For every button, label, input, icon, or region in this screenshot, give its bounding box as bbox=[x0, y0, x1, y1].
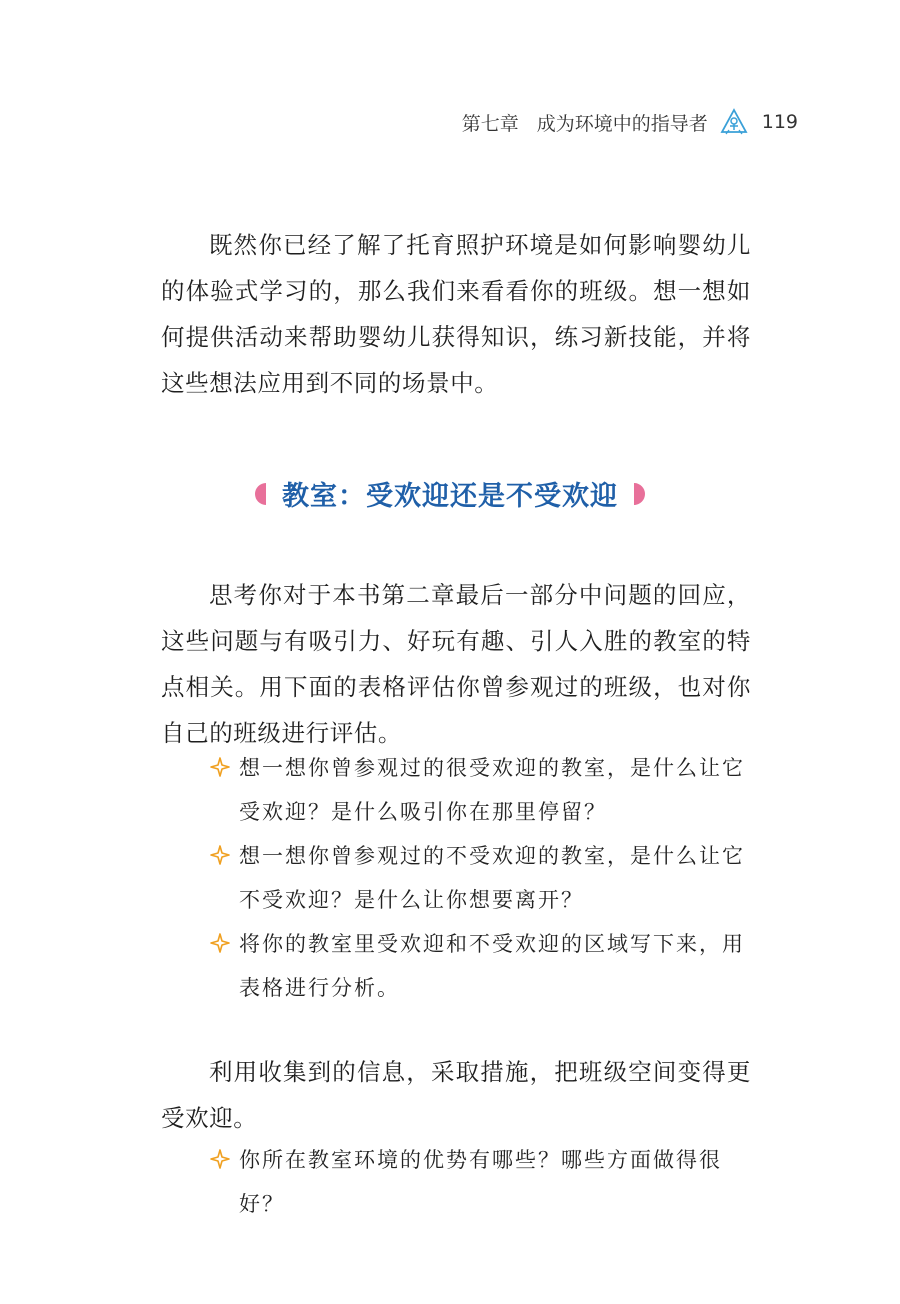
section-heading bbox=[0, 474, 900, 513]
star-bullet-icon bbox=[210, 933, 230, 953]
strengths-list bbox=[210, 1138, 755, 1226]
list-item bbox=[210, 922, 755, 1010]
intro-paragraph: 既然你已经了解了托育照护环境是如何影响婴幼儿的体验式学习的，那么我们来看看你的班级。想一想如何提供活动来帮助婴幼儿获得知识，练习新技能，并将这些想法应用到不同的场景中。 bbox=[161, 231, 751, 397]
running-header bbox=[462, 108, 798, 136]
page-number: 119 bbox=[761, 111, 798, 133]
star-bullet-icon bbox=[210, 757, 230, 777]
list-item-text: 想一想你曾参观过的不受欢迎的教室，是什么让它不受欢迎？是什么让你想要离开？ bbox=[239, 844, 745, 912]
list-item-text: 想一想你曾参观过的很受欢迎的教室，是什么让它受欢迎？是什么吸引你在那里停留？ bbox=[239, 756, 745, 824]
right-cap-icon bbox=[634, 483, 646, 505]
chapter-title: 成为环境中的指导者 bbox=[536, 112, 708, 135]
reflect-paragraph: 思考你对于本书第二章最后一部分中问题的回应，这些问题与有吸引力、好玩有趣、引人入胜的教室的特点相关。用下面的表格评估你曾参观过的班级，也对你自己的班级进行评估。 bbox=[161, 581, 751, 747]
list-item-text: 你所在教室环境的优势有哪些？哪些方面做得很好？ bbox=[239, 1148, 722, 1216]
left-cap-icon bbox=[254, 483, 266, 505]
star-bullet-icon bbox=[210, 1149, 230, 1169]
list-item bbox=[210, 834, 755, 922]
action-paragraph: 利用收集到的信息，采取措施，把班级空间变得更受欢迎。 bbox=[161, 1058, 751, 1132]
reflection-list bbox=[210, 746, 755, 1010]
chapter-label: 第七章 bbox=[461, 112, 519, 135]
list-item bbox=[210, 1138, 755, 1226]
list-item-text: 将你的教室里受欢迎和不受欢迎的区域写下来，用表格进行分析。 bbox=[239, 932, 745, 1000]
triangle-figure-icon bbox=[720, 108, 748, 136]
star-bullet-icon bbox=[210, 845, 230, 865]
list-item bbox=[210, 746, 755, 834]
section-title: 教室：受欢迎还是不受欢迎 bbox=[282, 481, 618, 512]
